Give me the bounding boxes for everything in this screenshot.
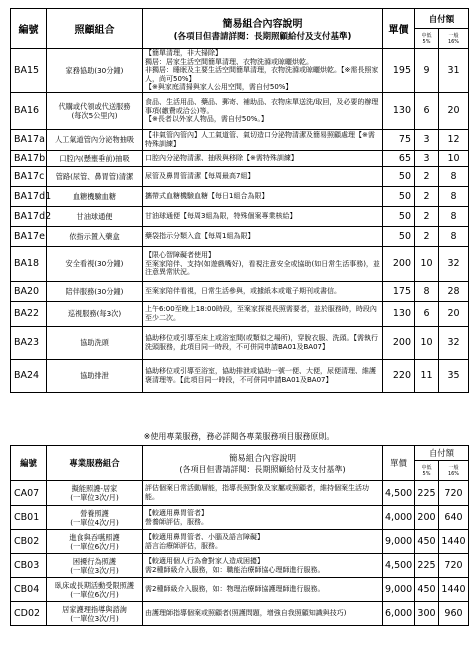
unit-price: 9,000 (383, 578, 415, 602)
copay-mid-low: 2 (415, 166, 439, 186)
copay-mid-low: 300 (415, 602, 439, 626)
copay-general: 10 (439, 150, 469, 166)
unit-price: 6,000 (383, 602, 415, 626)
service-name: 代購或代領或代送服務 (每次5公里內) (47, 92, 143, 129)
col-header-code: 編號 (11, 446, 47, 481)
copay-mid-low: 10 (415, 246, 439, 281)
service-code: CD02 (11, 602, 47, 626)
table-row (11, 326, 469, 359)
col-header-price: 單價 (383, 446, 415, 481)
copay-mid-low: 2 (415, 186, 439, 206)
unit-price: 200 (383, 246, 415, 281)
service-description: 尿管及鼻胃管清潔【每周最高7組】 (143, 166, 383, 186)
service-code: CA07 (11, 481, 47, 506)
table-row (11, 602, 469, 626)
table-row (11, 554, 469, 578)
service-code: BA17e (11, 226, 47, 246)
service-table (10, 8, 469, 393)
service-name: 管路(尿管、鼻胃管)清潔 (47, 166, 143, 186)
service-code: BA17b (11, 150, 47, 166)
copay-mid-low: 10 (415, 326, 439, 359)
col-header-copay: 自付額 (415, 446, 469, 461)
desc-title: 簡易組合內容說明 (222, 19, 303, 30)
copay-general: 1440 (439, 578, 469, 602)
table-row (11, 129, 469, 150)
copay-mid-low: 9 (415, 49, 439, 93)
copay-general: 640 (439, 506, 469, 530)
service-name: 依指示置入藥盒 (47, 226, 143, 246)
table-row (11, 281, 469, 301)
copay-general: 960 (439, 602, 469, 626)
unit-price: 65 (383, 150, 415, 166)
service-code: CB01 (11, 506, 47, 530)
copay-mid-low: 6 (415, 92, 439, 129)
service-code: BA20 (11, 281, 47, 301)
service-code: CB03 (11, 554, 47, 578)
table-row (11, 226, 469, 246)
table-row (11, 49, 469, 93)
service-name: 擬能照護-居家 (一單位3次/月) (47, 481, 143, 506)
service-name: 甘油球通便 (47, 206, 143, 226)
service-description: 需2種師級介入服務，如：物理治療師協護理師進行服務。 (143, 578, 383, 602)
col-header-low: 一般 16% (439, 461, 469, 481)
unit-price: 4,000 (383, 506, 415, 530)
service-code: BA16 (11, 92, 47, 129)
unit-price: 75 (383, 129, 415, 150)
unit-price: 50 (383, 166, 415, 186)
service-description: 藥袋指示分類入盒【每周1組為限】 (143, 226, 383, 246)
service-code: BA23 (11, 326, 47, 359)
col-header-combo: 照顧組合 (47, 9, 143, 49)
copay-general: 32 (439, 326, 469, 359)
service-code: BA24 (11, 359, 47, 392)
unit-price: 4,500 (383, 554, 415, 578)
service-name: 協助洗頭 (47, 326, 143, 359)
service-description: 【較適用鼻胃管者】 營養師評估，服務。 (143, 506, 383, 530)
unit-price: 175 (383, 281, 415, 301)
copay-general: 28 (439, 281, 469, 301)
col-header-combo: 專業服務組合 (47, 446, 143, 481)
service-name: 進食與吞嚥照護 (一單位6次/月) (47, 530, 143, 554)
unit-price: 130 (383, 92, 415, 129)
copay-general: 8 (439, 226, 469, 246)
service-name: 安全看視(30分鐘) (47, 246, 143, 281)
col-header-desc (143, 9, 383, 49)
col-header-desc (143, 446, 383, 481)
service-name: 協助排泄 (47, 359, 143, 392)
service-name: 困擾行為照護 (一單位3次/月) (47, 554, 143, 578)
service-code: CB04 (11, 578, 47, 602)
table-row (11, 206, 469, 226)
service-name: 人工氣道管內分泌物抽吸 (47, 129, 143, 150)
table-row (11, 530, 469, 554)
table-row (11, 150, 469, 166)
service-description: 【較適用鼻胃管者、小腦及語言障礙】 語言治療師評估，服務。 (143, 530, 383, 554)
service-description: 由護理師指導個案或照顧者(照護問題，增強自我照顧知識與技巧) (143, 602, 383, 626)
copay-general: 720 (439, 481, 469, 506)
copay-general: 20 (439, 92, 469, 129)
service-name: 血糖機驗血糖 (47, 186, 143, 206)
service-name: 家務協助(30分鐘) (47, 49, 143, 93)
copay-mid-low: 2 (415, 206, 439, 226)
copay-general: 12 (439, 129, 469, 150)
copay-mid-low: 450 (415, 530, 439, 554)
service-description: 協助移位或引導至床上或浴室間(或類似之場所)，穿脫衣服、洗頭。【需執行洗頭服務，此項目同一時段，不可併同申請BA01及BA07】 (143, 326, 383, 359)
service-description: 【非氣管內管內】人工氣道管、氣切造口分泌物清潔及簡易照顧處理【※需特殊訓練】 (143, 129, 383, 150)
copay-general: 35 (439, 359, 469, 392)
col-header-code: 編號 (11, 9, 47, 49)
service-description: 上午6:00至晚上18:00時段，至案家探視長照需要者，並於服務時，時段內至少二次。 (143, 301, 383, 326)
col-header-mid: 中低 5% (415, 461, 439, 481)
unit-price: 130 (383, 301, 415, 326)
desc-title: 簡易組合內容說明 (229, 452, 296, 463)
service-name: 營養照護 (一單位4次/月) (47, 506, 143, 530)
copay-general: 20 (439, 301, 469, 326)
service-code: BA17d2 (11, 206, 47, 226)
service-code: BA17d1 (11, 186, 47, 206)
service-description: 口腔內分泌物清潔、抽吸與移除【※需特殊訓練】 (143, 150, 383, 166)
table-row (11, 578, 469, 602)
table-row (11, 481, 469, 506)
professional-service-table (10, 445, 469, 626)
table-row (11, 246, 469, 281)
copay-general: 32 (439, 246, 469, 281)
service-code: BA22 (11, 301, 47, 326)
service-code: BA17c (11, 166, 47, 186)
service-description: 【較適用個人行為會對家人造成困擾】 需2種師級介入服務，如：職能治療師協心理師進行服務。 (143, 554, 383, 578)
copay-general: 720 (439, 554, 469, 578)
copay-mid-low: 450 (415, 578, 439, 602)
service-code: BA17a (11, 129, 47, 150)
unit-price: 50 (383, 186, 415, 206)
unit-price: 220 (383, 359, 415, 392)
service-description: 食品、生活用品、藥品、郵寄、補助品、衣物床單送洗/取回，及必要的辦理事項(繳費或洽公)等。 【※長者以外家人物品，需自付50%。】 (143, 92, 383, 129)
copay-mid-low: 8 (415, 281, 439, 301)
unit-price: 9,000 (383, 530, 415, 554)
service-description: 至案家陪伴看視，日常生活參與，或據紙本或電子期刊或書信。 (143, 281, 383, 301)
copay-general: 8 (439, 186, 469, 206)
usage-note: ※使用專業服務，務必詳閱各專業服務項目服務原則。 (143, 432, 335, 441)
desc-subtitle: (各項目但書請詳閱：長期照顧給付及支付基準) (179, 464, 346, 474)
unit-price: 195 (383, 49, 415, 93)
service-name: 口腔內(懸壅垂前)抽吸 (47, 150, 143, 166)
desc-subtitle: (各項目但書請詳閱：長期照顧給付及支付基準) (173, 32, 352, 42)
copay-general: 31 (439, 49, 469, 93)
unit-price: 4,500 (383, 481, 415, 506)
copay-mid-low: 6 (415, 301, 439, 326)
table-row (11, 92, 469, 129)
table-row (11, 166, 469, 186)
service-code: BA18 (11, 246, 47, 281)
service-code: CB02 (11, 530, 47, 554)
copay-general: 1440 (439, 530, 469, 554)
service-name: 陪伴服務(30分鐘) (47, 281, 143, 301)
copay-mid-low: 3 (415, 150, 439, 166)
col-header-price: 單價 (383, 9, 415, 49)
service-name: 居家護理指導與諮詢 (一單位3次/月) (47, 602, 143, 626)
table-row (11, 301, 469, 326)
copay-mid-low: 225 (415, 481, 439, 506)
copay-mid-low: 200 (415, 506, 439, 530)
copay-mid-low: 3 (415, 129, 439, 150)
col-header-mid: 中低 5% (415, 29, 439, 49)
service-name: 臥床或長期活動受限照護 (一單位6次/月) (47, 578, 143, 602)
table-row (11, 359, 469, 392)
col-header-copay: 自付額 (415, 9, 469, 29)
service-description: 協助移位或引導至浴室，協助排泄或協助一號一便、大便，尿便清理、維護褒清理等。【此項目同一時段，不可併同申請BA01及BA07】 (143, 359, 383, 392)
unit-price: 200 (383, 326, 415, 359)
service-description: 攜帶式血糖機驗血糖【每日1組合為限】 (143, 186, 383, 206)
service-description: 【限心智障礙者使用】 至案家陪伴、支持(如遊戲嘴好)，看視注意安全或協助(如日常生活事務)，並注意異常狀況。 (143, 246, 383, 281)
col-header-low: 一般 16% (439, 29, 469, 49)
table-row (11, 186, 469, 206)
table-row (11, 506, 469, 530)
copay-mid-low: 2 (415, 226, 439, 246)
copay-general: 8 (439, 206, 469, 226)
unit-price: 50 (383, 206, 415, 226)
service-name: 巡視服務(每3次) (47, 301, 143, 326)
service-description: 甘油球通便【每周3組為限，特殊個案專業核給】 (143, 206, 383, 226)
copay-general: 8 (439, 166, 469, 186)
service-code: BA15 (11, 49, 47, 93)
copay-mid-low: 225 (415, 554, 439, 578)
service-description: 【簡單清理，非大掃除】 獨居：居家生活空間簡單清理、衣物洗滌或晾曬烘乾。 非獨居：睡眠及主要生活空間簡單清理，衣物洗滌或晾曬烘乾。【※需長照家人，尚可50%】 【※與家庭清掃與家人公用空間，需自付50%】 (143, 49, 383, 93)
service-description: 評估個案日常活動層能，指導長照對象及家屬或照顧者，維持個案生活功能。 (143, 481, 383, 506)
copay-mid-low: 11 (415, 359, 439, 392)
unit-price: 50 (383, 226, 415, 246)
